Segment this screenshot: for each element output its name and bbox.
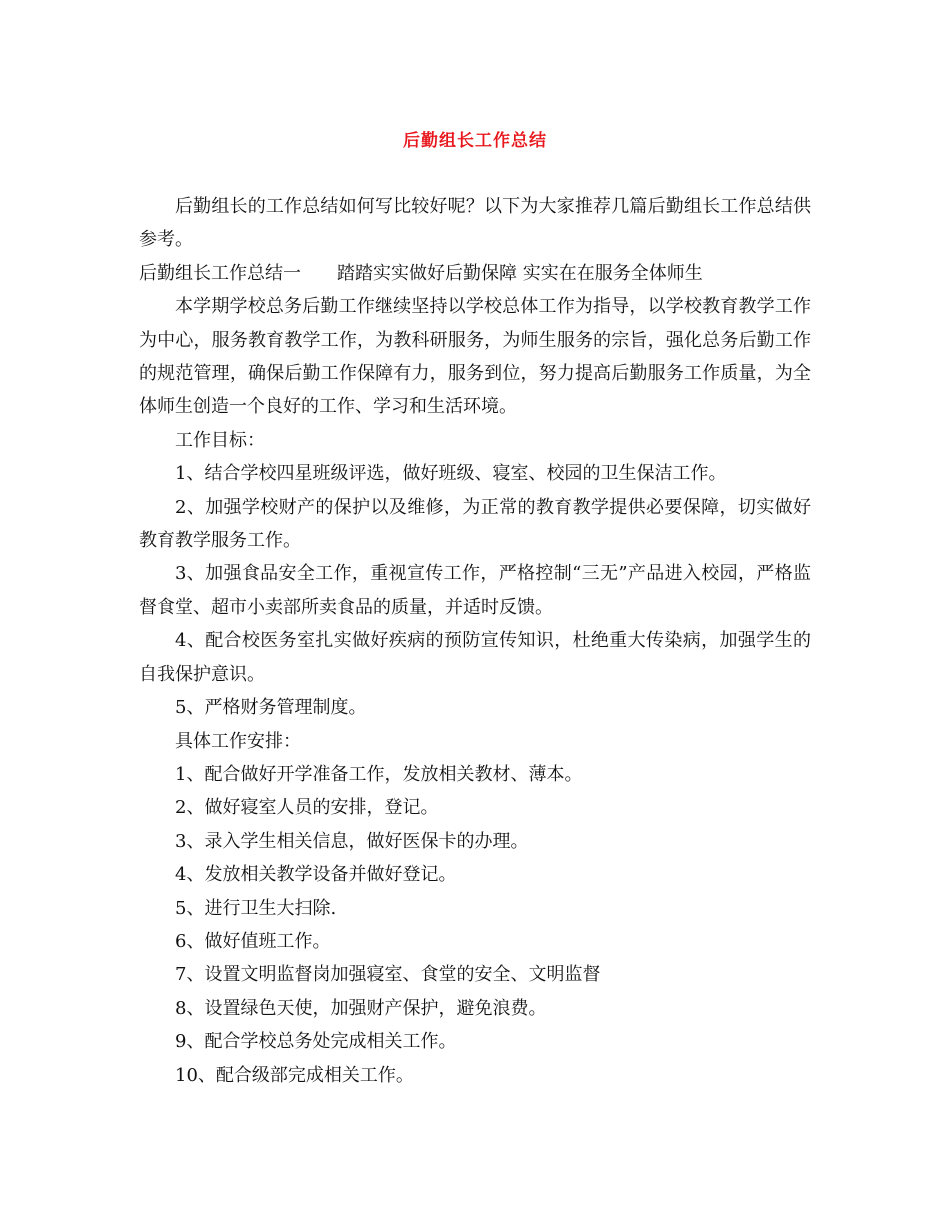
- goal-item: 3、加强食品安全工作，重视宣传工作，严格控制“三无”产品进入校园，严格监督食堂、超市小卖部所卖食品的质量，并适时反馈。: [139, 563, 811, 618]
- arrangement-item: 9、配合学校总务处完成相关工作。: [175, 1031, 457, 1053]
- goal-item: 4、配合校医务室扎实做好疾病的预防宣传知识，杜绝重大传染病，加强学生的自我保护意识。: [139, 630, 811, 685]
- goals-label: 工作目标：: [175, 429, 265, 451]
- arrangement-item: 10、配合级部完成相关工作。: [175, 1064, 414, 1086]
- arrangement-item: 6、做好值班工作。: [175, 930, 331, 952]
- goal-item: 5、严格财务管理制度。: [175, 697, 367, 719]
- intro-paragraph: 后勤组长的工作总结如何写比较好呢？以下为大家推荐几篇后勤组长工作总结供参考。: [139, 196, 811, 251]
- arrangement-item: 2、做好寝室人员的安排，登记。: [175, 797, 439, 819]
- arrangement-item: 7、设置文明监督岗加强寝室、食堂的安全、文明监督: [175, 964, 601, 986]
- document-title: 后勤组长工作总结: [403, 131, 547, 151]
- arrangements-label: 具体工作安排：: [175, 730, 301, 752]
- goal-item: 1、结合学校四星班级评选，做好班级、寝室、校园的卫生保洁工作。: [175, 463, 727, 485]
- arrangement-item: 8、设置绿色天使，加强财产保护，避免浪费。: [175, 997, 547, 1019]
- section-heading: 后勤组长工作总结一 踏踏实实做好后勤保障 实实在在服务全体师生: [139, 262, 703, 284]
- goal-item: 2、加强学校财产的保护以及维修，为正常的教育教学提供必要保障，切实做好教育教学服务工作。: [139, 496, 811, 552]
- document-body: [139, 190, 811, 1092]
- arrangement-item: 5、进行卫生大扫除.: [175, 897, 337, 919]
- arrangement-item: 1、配合做好开学准备工作，发放相关教材、薄本。: [175, 763, 583, 785]
- arrangement-item: 4、发放相关教学设备并做好登记。: [175, 864, 457, 886]
- main-paragraph: 本学期学校总务后勤工作继续坚持以学校总体工作为指导，以学校教育教学工作为中心，服务教育教学工作，为教科研服务，为师生服务的宗旨，强化总务后勤工作的规范管理，确保后勤工作保障有力，服务到位，努力提高后勤服务工作质量，为全体师生创造一个良好的工作、学习和生活环境。: [139, 296, 811, 418]
- arrangement-item: 3、录入学生相关信息，做好医保卡的办理。: [175, 830, 529, 852]
